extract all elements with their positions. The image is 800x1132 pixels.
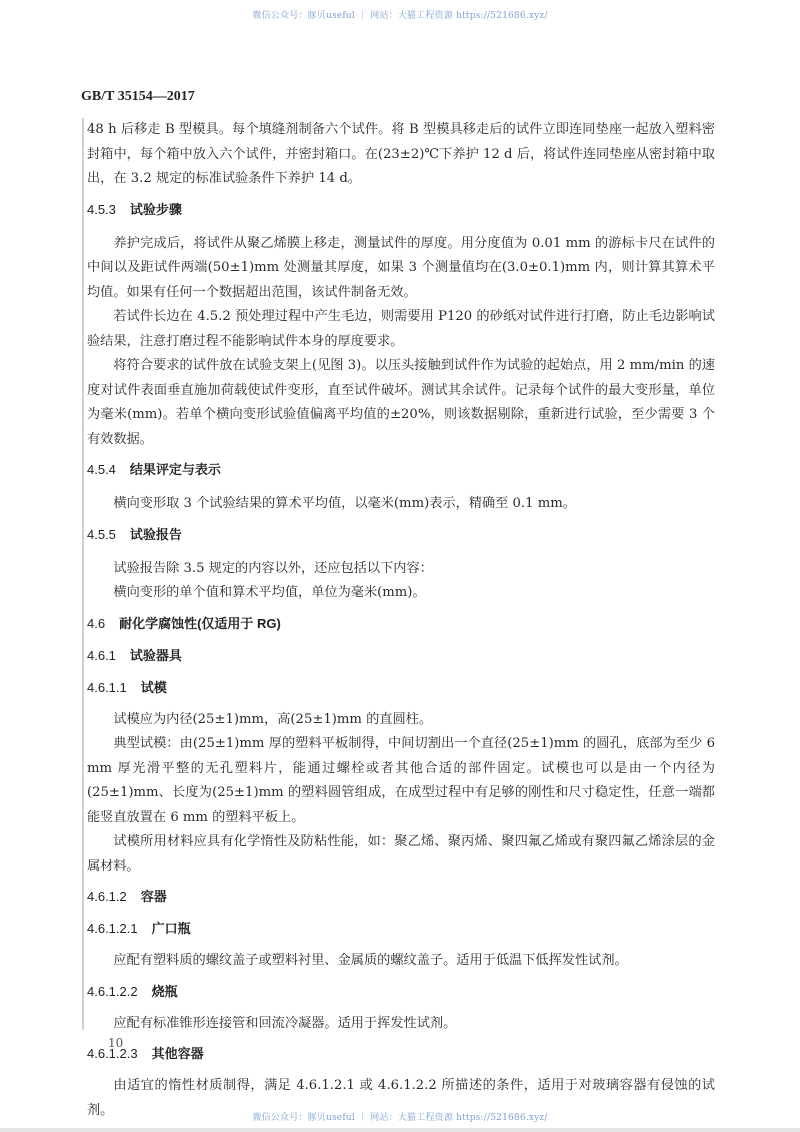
standard-id — [81, 87, 195, 105]
section-number: 4.6 — [87, 615, 106, 631]
section-heading-4-5-4 — [87, 460, 715, 480]
section-heading-4-6-1-2 — [87, 887, 715, 907]
margin-line — [82, 118, 84, 1030]
section-title: 试验器具 — [129, 647, 182, 663]
section-heading-4-6-1-1 — [87, 678, 715, 698]
section-number: 4.6.1.2.1 — [87, 921, 138, 936]
section-title: 容器 — [140, 889, 167, 904]
paragraph: 应配有塑料质的螺纹盖子或塑料衬里、金属质的螺纹盖子。适用于低温下低挥发性试剂。 — [113, 953, 628, 968]
section-title: 试验步骤 — [129, 201, 182, 217]
paragraph: 典型试模：由(25±1)mm 厚的塑料平板制得，中间切割出一个直径(25±1)mm 的圆孔，底部为至少 6 mm 厚光滑平整的无孔塑料片，能通过螺栓或者其他合适的部件固定。试模也可以是由一个内径为(25±1)mm、长度为(25±1)mm 的塑料圆管组成，在成型过程中有足够的刚性和尺寸稳定性，任意一端都能竖直放置在 6 mm 的塑料平板上。 — [87, 736, 715, 825]
section-heading-4-6-1-2-1 — [87, 919, 715, 939]
bottom-border — [0, 1128, 800, 1132]
standard-id-text: GB/T 35154—2017 — [81, 89, 195, 104]
paragraph: 横向变形取 3 个试验结果的算术平均值，以毫米(mm)表示，精确至 0.1 mm。 — [113, 496, 576, 511]
section-heading-4-6-1-2-2 — [87, 982, 715, 1002]
section-number: 4.6.1.2.3 — [87, 1046, 138, 1061]
section-number: 4.6.1 — [87, 647, 116, 663]
section-heading-4-5-5 — [87, 525, 715, 545]
section-heading-4-6-1 — [87, 646, 715, 666]
section-title: 结果评定与表示 — [129, 462, 221, 477]
section-number: 4.5.4 — [87, 462, 116, 477]
paragraph: 将符合要求的试件放在试验支架上(见图 3)。以压头接触到试件作为试验的起始点，用 2 mm/min 的速度对试件表面垂直施加荷载使试件变形，直至试件破坏。测试其余试件。记录每个试件的最大变形量，单位为毫米(mm)。若单个横向变形试验值偏离平均值的±20%，则该数据剔除，重新进行试验，至少需要 3 个有效数据。 — [87, 358, 715, 447]
watermark-top: 微信公众号：豚贝useful ｜ 网站：大猫工程资源 https://521686.xyz/ — [252, 11, 548, 21]
section-heading-4-5-3 — [87, 200, 715, 220]
watermark-bottom: 微信公众号：豚贝useful ｜ 网站：大猫工程资源 https://521686.xyz/ — [252, 1113, 548, 1123]
paragraph: 试验报告除 3.5 规定的内容以外，还应包括以下内容： — [113, 560, 433, 576]
paragraph: 养护完成后，将试件从聚乙烯膜上移走，测量试件的厚度。用分度值为 0.01 mm 的游标卡尺在试件的中间以及距试件两端(50±1)mm 处测量其厚度，如果 3 个测量值均在(3.0±0.1)mm 内，则计算其算术平均值。如果有任何一个数据超出范围，该试件制备无效。 — [87, 235, 715, 300]
paragraph: 试模所用材料应具有化学惰性及防粘性能，如：聚乙烯、聚丙烯、聚四氟乙烯或有聚四氟乙烯涂层的金属材料。 — [87, 834, 715, 874]
paragraph: 48 h 后移走 B 型模具。每个填缝剂制备六个试件。将 B 型模具移走后的试件立即连同垫座一起放入塑料密封箱中，每个箱中放入六个试件，并密封箱口。在(23±2)℃下养护 12 d 后，将试件连同垫座从密封箱中取出，在 3.2 规定的标准试验条件下养护 14 d。 — [87, 122, 715, 186]
section-title: 试模 — [140, 679, 167, 695]
section-number: 4.6.1.1 — [87, 679, 127, 695]
section-number: 4.5.3 — [87, 201, 116, 217]
paragraph: 应配有标准锥形连接管和回流冷凝器。适用于挥发性试剂。 — [113, 1015, 457, 1031]
paragraph: 试模应为内径(25±1)mm，高(25±1)mm 的直圆柱。 — [113, 711, 433, 727]
section-heading-4-6 — [87, 614, 715, 634]
section-heading-4-6-1-2-3 — [87, 1044, 715, 1064]
section-title: 试验报告 — [129, 526, 182, 542]
section-title: 其他容器 — [151, 1046, 204, 1061]
section-number: 4.5.5 — [87, 526, 116, 542]
section-title: 耐化学腐蚀性(仅适用于 RG) — [119, 615, 281, 631]
page-number: 10 — [108, 1036, 124, 1050]
paragraph: 横向变形的单个值和算术平均值，单位为毫米(mm)。 — [113, 585, 426, 600]
section-number: 4.6.1.2.2 — [87, 983, 138, 999]
section-title: 广口瓶 — [151, 921, 191, 936]
section-title: 烧瓶 — [151, 983, 178, 999]
paragraph: 若试件长边在 4.5.2 预处理过程中产生毛边，则需要用 P120 的砂纸对试件进行打磨，防止毛边影响试验结果，注意打磨过程不能影响试件本身的厚度要求。 — [87, 309, 715, 349]
section-number: 4.6.1.2 — [87, 889, 127, 904]
document-body — [87, 118, 715, 1123]
paragraph: 由适宜的惰性材质制得，满足 4.6.1.2.1 或 4.6.1.2.2 所描述的条件，适用于对玻璃容器有侵蚀的试剂。 — [87, 1078, 715, 1118]
